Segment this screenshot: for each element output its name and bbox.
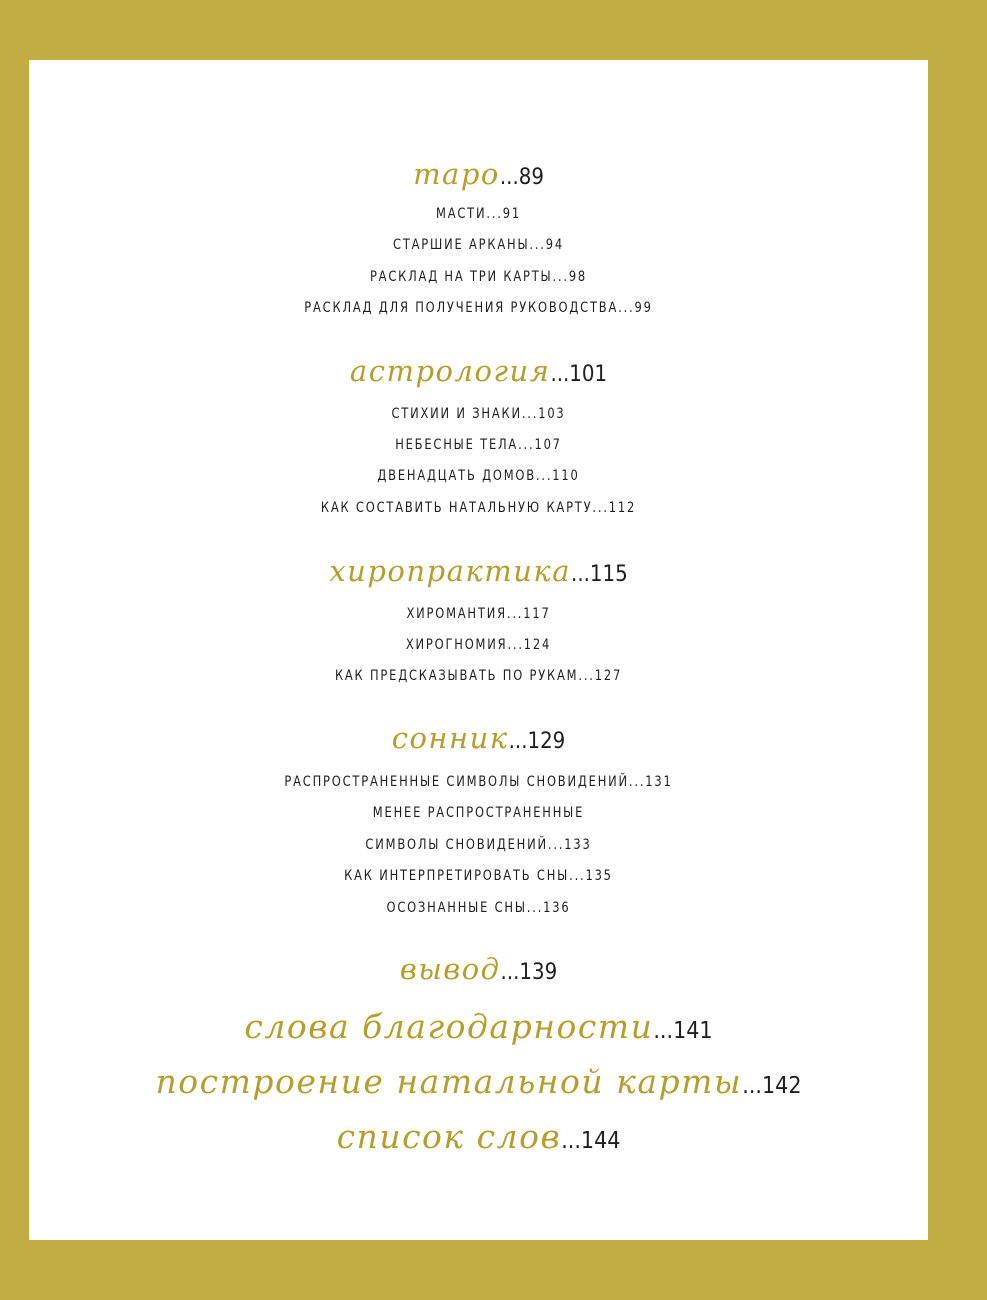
dots: ... (499, 165, 519, 190)
page-number: 144 (580, 1128, 621, 1154)
dots: ... (526, 900, 544, 916)
page-number: 127 (594, 668, 623, 684)
item-label: СИМВОЛЫ СНОВИДЕНИЙ (365, 837, 548, 853)
dots: ... (561, 1128, 581, 1154)
dots: ... (592, 500, 609, 516)
toc-item[interactable] (110, 270, 847, 284)
dots: ... (569, 868, 586, 884)
section-title: астрология (349, 354, 551, 388)
page-number: 110 (552, 468, 580, 484)
item-label: ОСОЗНАННЫЕ СНЫ (386, 900, 527, 916)
toc-item[interactable] (110, 838, 847, 852)
dots: ... (742, 1073, 763, 1099)
toc-section-conclusion[interactable] (29, 952, 928, 986)
dots: ... (547, 837, 565, 853)
dots: ... (518, 437, 535, 453)
page-number: 142 (762, 1073, 802, 1099)
page-number: 99 (634, 300, 653, 316)
toc-section-dream-book[interactable] (29, 721, 928, 755)
dots: ... (500, 960, 520, 985)
toc-section-astrology[interactable] (29, 354, 928, 388)
toc-item[interactable] (110, 301, 847, 315)
item-label: МЕНЕЕ РАСПРОСТРАНЕННЫЕ (372, 805, 585, 821)
page-number: 141 (673, 1018, 713, 1044)
page-number: 101 (569, 362, 608, 387)
dots: ... (552, 269, 569, 285)
dots: ... (618, 300, 635, 316)
dots: ... (486, 206, 503, 222)
table-of-contents (29, 60, 928, 1240)
page-number: 112 (608, 500, 637, 516)
toc-item[interactable] (110, 238, 847, 252)
item-label: ХИРОГНОМИЯ (405, 637, 508, 653)
dots: ... (535, 468, 553, 484)
item-label: МАСТИ (436, 206, 487, 222)
page-number: 124 (523, 637, 552, 653)
toc-acknowledgements[interactable] (29, 1007, 928, 1046)
item-label: КАК СОСТАВИТЬ НАТАЛЬНУЮ КАРТУ (320, 500, 593, 516)
item-label: СТАРШИЕ АРКАНЫ (393, 237, 530, 253)
section-title: хиропрактика (329, 554, 572, 588)
dots: ... (571, 562, 590, 587)
item-label: РАСКЛАД ДЛЯ ПОЛУЧЕНИЯ РУКОВОДСТВА (304, 300, 619, 316)
dots: ... (550, 362, 570, 387)
item-label: НЕБЕСНЫЕ ТЕЛА (395, 437, 519, 453)
toc-item[interactable] (110, 469, 847, 483)
page-number: 98 (568, 269, 588, 285)
toc-item[interactable] (110, 438, 847, 452)
item-label: КАК ИНТЕРПРЕТИРОВАТЬ СНЫ (344, 868, 570, 884)
item-label: КАК ПРЕДСКАЗЫВАТЬ ПО РУКАМ (334, 668, 579, 684)
page-number: 135 (585, 868, 613, 884)
item-label: СТИХИИ И ЗНАКИ (391, 406, 522, 422)
dots: ... (653, 1018, 674, 1044)
toc-item[interactable] (110, 869, 847, 883)
toc-glossary[interactable] (29, 1117, 928, 1156)
section-title: слова благодарности (244, 1007, 654, 1046)
section-title: таро (413, 157, 500, 191)
toc-item[interactable] (110, 806, 847, 820)
page-number: 107 (534, 437, 562, 453)
page-number: 133 (564, 837, 592, 853)
dots: ... (578, 668, 595, 684)
item-label: ДВЕНАДЦАТЬ ДОМОВ (377, 468, 536, 484)
toc-item[interactable] (110, 207, 847, 221)
dots: ... (628, 774, 646, 790)
item-label: РАСКЛАД НА ТРИ КАРТЫ (369, 269, 553, 285)
dots: ... (506, 606, 524, 622)
page-number: 103 (538, 406, 566, 422)
section-title: вывод (399, 952, 501, 986)
toc-item[interactable] (110, 638, 847, 652)
toc-page (29, 60, 928, 1240)
toc-item[interactable] (110, 501, 847, 515)
item-label: ХИРОМАНТИЯ (406, 606, 507, 622)
toc-item[interactable] (110, 407, 847, 421)
page-number: 94 (545, 237, 564, 253)
page-number: 139 (519, 960, 558, 985)
section-title: построение натальной карты (155, 1062, 743, 1101)
page-number: 131 (645, 774, 673, 790)
toc-section-chiropractic[interactable] (29, 554, 928, 588)
page-number: 129 (527, 729, 566, 754)
item-label: РАСПРОСТРАНЕННЫЕ СИМВОЛЫ СНОВИДЕНИЙ (284, 774, 629, 790)
toc-item[interactable] (110, 775, 847, 789)
page-number: 91 (502, 206, 521, 222)
toc-section-taro[interactable] (29, 157, 928, 191)
page-number: 115 (589, 562, 628, 587)
section-title: сонник (391, 721, 509, 755)
page-number: 117 (523, 606, 551, 622)
dots: ... (529, 237, 546, 253)
dots: ... (507, 637, 524, 653)
dots: ... (508, 729, 528, 754)
page-number: 89 (518, 165, 544, 190)
toc-natal-chart-construction[interactable] (29, 1062, 928, 1101)
toc-item[interactable] (110, 901, 847, 915)
toc-item[interactable] (110, 669, 847, 683)
page-number: 136 (543, 900, 571, 916)
section-title: список слов (336, 1117, 562, 1156)
dots: ... (521, 406, 539, 422)
toc-item[interactable] (110, 607, 847, 621)
